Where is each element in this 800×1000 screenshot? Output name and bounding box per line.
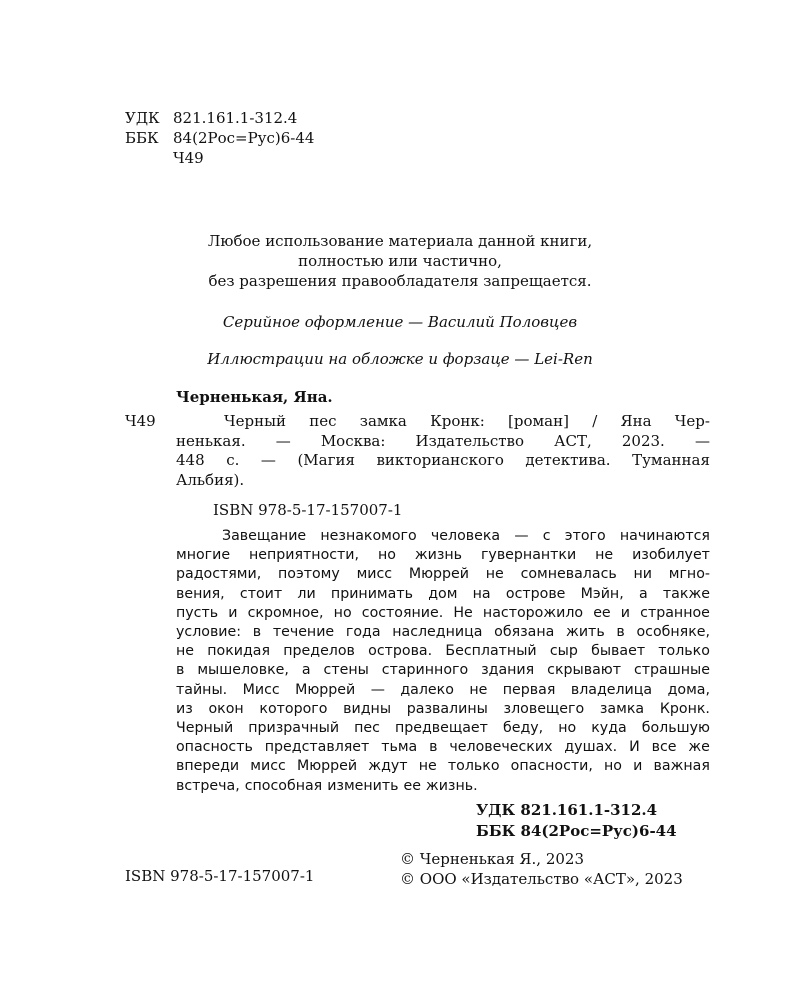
udk-label: УДК bbox=[125, 109, 160, 127]
notice-line-2: полностью или частично, bbox=[298, 252, 502, 270]
annotation-line: впереди мисс Мюррей ждут не только опасности, но и важная bbox=[176, 758, 710, 775]
description-line: Черный пес замка Кронк: [роман] / Яна Чер- bbox=[224, 412, 710, 430]
annotation-line: тайны. Мисс Мюррей — далеко не первая владелица дома, bbox=[176, 681, 710, 698]
copyright-notice bbox=[0, 231, 800, 291]
cutter-line bbox=[125, 148, 314, 168]
annotation-line: опасность представляет тьма в человеческих душах. И все же bbox=[176, 739, 710, 756]
annotation-line: из окон которого видны развалины зловещего замка Кронк. bbox=[176, 700, 710, 717]
annotation-line: вения, стоит ли принимать дом на острове Мэйн, а также bbox=[176, 585, 710, 602]
copyright-publisher: © ООО «Издательство «АСТ», 2023 bbox=[400, 870, 683, 888]
classification-block bbox=[125, 108, 314, 168]
bbk-label: ББК bbox=[125, 129, 159, 147]
copyright-block bbox=[400, 849, 683, 889]
annotation-line: встреча, способная изменить ее жизнь. bbox=[176, 777, 478, 794]
description-line: Альбия). bbox=[176, 470, 245, 489]
annotation bbox=[176, 527, 710, 796]
footer-isbn: ISBN 978-5-17-157007-1 bbox=[125, 867, 315, 885]
notice-line-3: без разрешения правообладателя запрещается. bbox=[208, 272, 592, 290]
entry-isbn: ISBN 978-5-17-157007-1 bbox=[213, 501, 403, 519]
entry-cutter-code: Ч49 bbox=[125, 412, 156, 430]
bbk-value: 84(2Рос=Рус)6-44 bbox=[173, 129, 315, 147]
cutter-code: Ч49 bbox=[173, 149, 204, 167]
bottom-bbk: ББК 84(2Рос=Рус)6-44 bbox=[476, 822, 677, 840]
annotation-line: Завещание незнакомого человека — с этого начинаются bbox=[222, 528, 710, 544]
annotation-line: не покидая пределов острова. Бесплатный сыр бывает только bbox=[176, 643, 710, 660]
illustrations-credit: Иллюстрации на обложке и форзаце — Lei-Ren bbox=[207, 350, 593, 368]
annotation-line: Черный призрачный пес предвещает беду, но куда большую bbox=[176, 720, 710, 737]
description-line: 448 с. — (Магия викторианского детектива. Туманная bbox=[176, 451, 710, 469]
bbk-line bbox=[125, 128, 314, 148]
bibliographic-description bbox=[176, 412, 710, 490]
annotation-line: условие: в течение года наследница обязана жить в особняке, bbox=[176, 624, 710, 641]
udk-line bbox=[125, 108, 314, 128]
annotation-line: многие неприятности, но жизнь гувернантки не изобилует bbox=[176, 547, 710, 564]
author-heading: Черненькая, Яна. bbox=[176, 388, 333, 406]
copyright-author: © Черненькая Я., 2023 bbox=[400, 850, 585, 868]
bottom-udk: УДК 821.161.1-312.4 bbox=[476, 801, 658, 819]
udk-value: 821.161.1-312.4 bbox=[173, 109, 298, 127]
annotation-line: пусть и скромное, но состояние. Не насторожило ее и странное bbox=[176, 604, 710, 621]
notice-line-1: Любое использование материала данной книги, bbox=[207, 232, 593, 250]
description-line: ненькая. — Москва: Издательство АСТ, 2023. — bbox=[176, 431, 710, 450]
bottom-classification bbox=[476, 800, 677, 842]
annotation-line: в мышеловке, а стены старинного здания скрывают страшные bbox=[176, 662, 710, 679]
series-design-credit: Серийное оформление — Василий Половцев bbox=[222, 313, 578, 331]
annotation-line: радостями, поэтому мисс Мюррей не сомневалась ни мгно- bbox=[176, 566, 710, 583]
